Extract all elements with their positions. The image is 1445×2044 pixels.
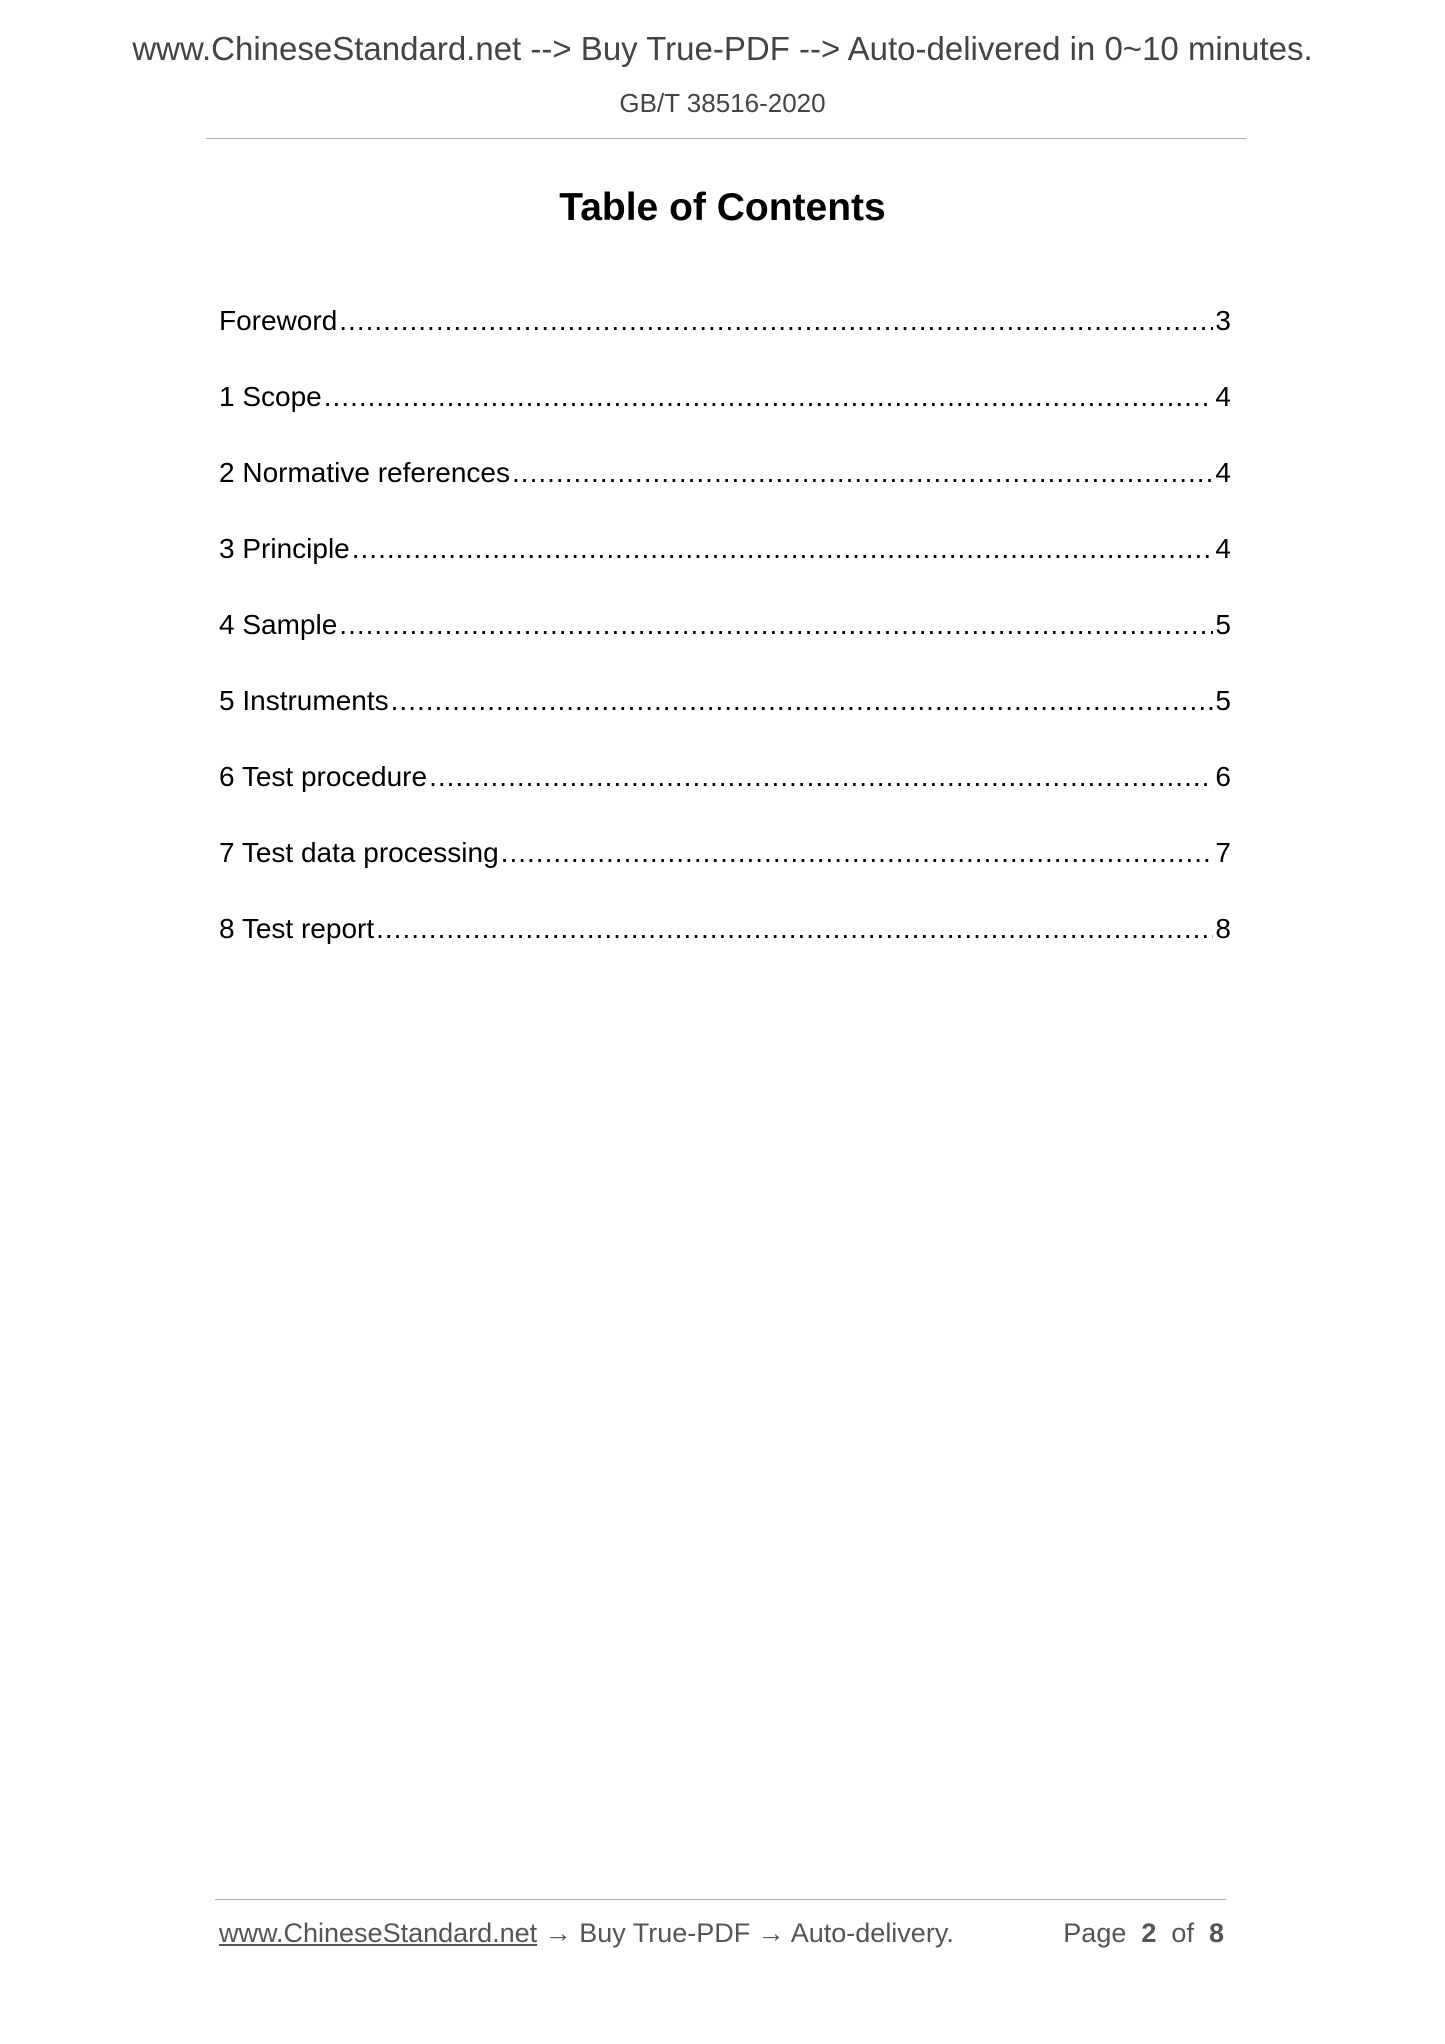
- toc-entry-test-procedure[interactable]: [219, 761, 1231, 837]
- toc-leader-dots: [339, 609, 1213, 641]
- toc-entry-normative-references[interactable]: [219, 457, 1231, 533]
- toc-entry-test-data-processing[interactable]: [219, 837, 1231, 913]
- toc-entry-label: Foreword: [219, 305, 338, 336]
- toc-list: [219, 305, 1231, 989]
- header-divider: [206, 138, 1246, 139]
- toc-leader-dots: [501, 837, 1214, 869]
- toc-entry-label: 4 Sample: [219, 609, 338, 640]
- toc-entry-label: 8 Test report: [219, 913, 375, 944]
- toc-title: Table of Contents: [559, 186, 886, 229]
- toc-entry-foreword[interactable]: [219, 305, 1231, 381]
- toc-entry-label: 6 Test procedure: [219, 761, 428, 792]
- toc-entry-label: 7 Test data processing: [219, 837, 499, 868]
- document-code: GB/T 38516-2020: [619, 88, 826, 118]
- toc-entry-scope[interactable]: [219, 381, 1231, 457]
- page-footer: [219, 1918, 1224, 1952]
- toc-entry-instruments[interactable]: [219, 685, 1231, 761]
- toc-entry-label: 3 Principle: [219, 533, 350, 564]
- footer-website-link[interactable]: www.ChineseStandard.net: [219, 1918, 538, 1948]
- toc-leader-dots: [429, 761, 1213, 793]
- toc-entry-page: 4: [1215, 381, 1231, 412]
- toc-entry-page: 5: [1215, 609, 1231, 640]
- toc-entry-page: 3: [1215, 305, 1231, 336]
- toc-entry-principle[interactable]: [219, 533, 1231, 609]
- toc-entry-label: 1 Scope: [219, 381, 322, 412]
- toc-entry-sample[interactable]: [219, 609, 1231, 685]
- toc-entry-page: 6: [1215, 761, 1231, 792]
- toc-entry-page: 8: [1215, 913, 1231, 944]
- toc-leader-dots: [376, 913, 1213, 945]
- toc-leader-dots: [324, 381, 1214, 413]
- page-word: Page: [1063, 1918, 1127, 1948]
- page-number: [1063, 1918, 1224, 1949]
- toc-entry-page: 4: [1215, 457, 1231, 488]
- footer-tagline: → Buy True-PDF → Auto-delivery.: [537, 1918, 954, 1948]
- top-banner: www.ChineseStandard.net --> Buy True-PDF --> Auto-delivered in 0~10 minutes.: [132, 30, 1313, 67]
- toc-entry-test-report[interactable]: [219, 913, 1231, 989]
- of-word: of: [1171, 1918, 1194, 1948]
- toc-leader-dots: [512, 457, 1213, 489]
- toc-entry-label: 5 Instruments: [219, 685, 389, 716]
- toc-entry-label: 2 Normative references: [219, 457, 511, 488]
- toc-leader-dots: [352, 533, 1214, 565]
- footer-tagline-group: [219, 1918, 954, 1949]
- toc-leader-dots: [339, 305, 1213, 337]
- footer-divider: [215, 1899, 1226, 1900]
- toc-entry-page: 7: [1215, 837, 1231, 868]
- page-total: 8: [1208, 1918, 1224, 1948]
- toc-leader-dots: [391, 685, 1214, 717]
- page-current: 2: [1141, 1918, 1157, 1948]
- toc-entry-page: 4: [1215, 533, 1231, 564]
- toc-entry-page: 5: [1215, 685, 1231, 716]
